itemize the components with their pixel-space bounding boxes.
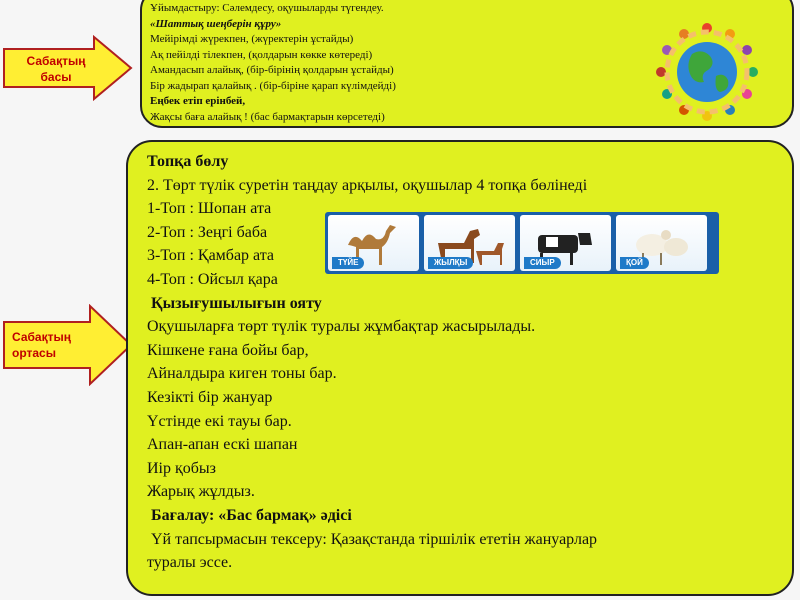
label-lesson-middle: Сабақтың ортасы	[12, 330, 71, 360]
animal-tile-cow	[520, 215, 611, 271]
label-lesson-start: Сабақтың басы	[26, 54, 86, 84]
riddle-line: Иір қобыз	[147, 459, 216, 477]
verse-line: Амандасып алайық, (бір-бірінің қолдарын ұстайды)	[150, 64, 394, 76]
riddle-line: Айналдыра киген тоны бар.	[147, 365, 337, 383]
circle-title: «Шаттық шеңберін құру»	[150, 17, 282, 30]
verse-line: Ақ пейілді тілекпен, (қолдарын көкке көтереді)	[150, 48, 373, 61]
verse-line: Еңбек етіп ерінбей,	[150, 95, 246, 107]
animal-tile-horse	[424, 215, 515, 271]
group-line: 3-Топ : Қамбар ата	[147, 247, 275, 265]
riddle-line: Жарық жұлдыз.	[147, 483, 255, 501]
four-animals-strip	[325, 212, 719, 274]
text-line: туралы эссе.	[147, 554, 233, 572]
text-line: Оқушыларға төрт түлік туралы жұмбақтар жасырылады.	[147, 318, 536, 336]
riddle-line: Кезікті бір жануар	[147, 388, 273, 406]
text-line: 2. Төрт түлік суретін таңдау арқылы, оқушылар 4 топқа бөлінеді	[147, 176, 588, 194]
animal-label: СИЫР	[524, 257, 561, 269]
globe-children-icon	[652, 20, 762, 124]
verse-line: Мейірімді жүрекпен, (жүректерін ұстайды)	[150, 33, 354, 45]
riddle-line: Үстінде екі тауы бар.	[147, 412, 292, 430]
group-line: 2-Топ : Зеңгі баба	[147, 223, 268, 241]
verse-line: Жақсы баға алайық ! (бас бармақтарын көрсетеді)	[150, 110, 385, 123]
riddle-line: Кішкене ғана бойы бар,	[147, 341, 309, 359]
group-line: 1-Топ : Шопан ата	[147, 200, 272, 218]
text-line: Үй тапсырмасын тексеру: Қазақстанда тіршілік ететін жануарлар	[147, 530, 598, 548]
animal-label: ЖЫЛҚЫ	[428, 257, 473, 269]
animal-label: ҚОЙ	[620, 257, 649, 269]
verse-line: Бір жадырап қалайық . (бір-біріне қарап күлімдейді)	[150, 79, 396, 92]
riddle-line: Апан-апан ескі шапан	[147, 436, 298, 454]
section-heading: Қызығушылығын ояту	[147, 294, 322, 312]
animal-label: ТҮЙЕ	[332, 257, 364, 269]
animal-tile-camel	[328, 215, 419, 271]
group-line: 4-Топ : Ойсыл қара	[147, 270, 278, 288]
opening-text	[150, 1, 630, 125]
arrow-lesson-start	[0, 35, 134, 101]
organization-line: Ұйымдастыру: Сәлемдесу, оқушыларды түгендеу.	[150, 2, 384, 14]
animal-tile-sheep	[616, 215, 707, 271]
arrow-lesson-middle	[0, 304, 134, 386]
section-heading: Топқа бөлу	[147, 153, 229, 170]
section-heading: Бағалау: «Бас бармақ» әдісі	[147, 506, 352, 524]
